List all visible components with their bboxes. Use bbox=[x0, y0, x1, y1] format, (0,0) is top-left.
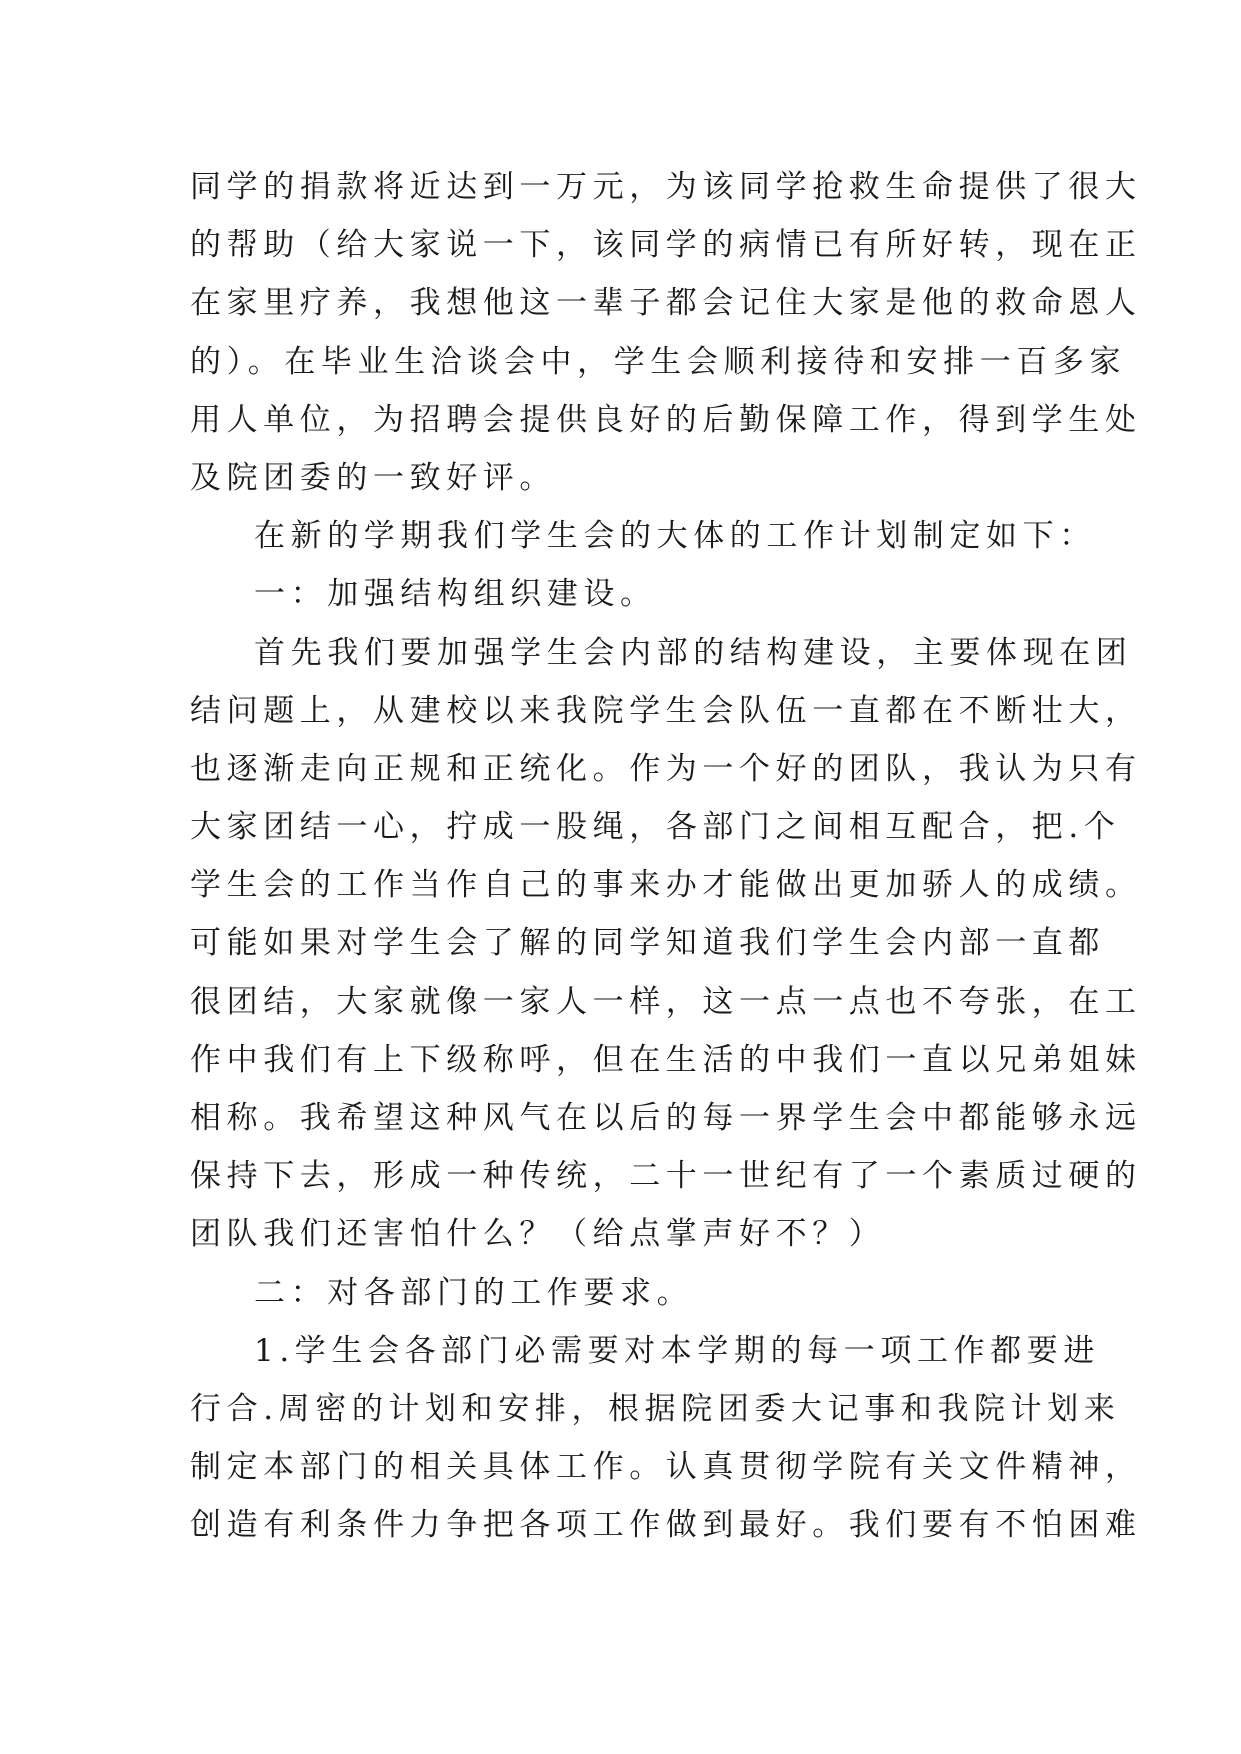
text-line: 结问题上，从建校以来我院学生会队伍一直都在不断壮大， bbox=[190, 692, 1142, 729]
text-line: 一：加强结构组织建设。 bbox=[254, 576, 657, 613]
text-line: 同学的捐款将近达到一万元，为该同学抢救生命提供了很大 bbox=[190, 169, 1142, 205]
body-text bbox=[190, 158, 1142, 1555]
text-line: 团队我们还害怕什么？（给点掌声好不？） bbox=[190, 1216, 886, 1253]
text-line: 1.学生会各部门必需要对本学期的每一项工作都要进 bbox=[254, 1332, 1100, 1369]
text-line: 在家里疗养，我想他这一辈子都会记住大家是他的救命恩人 bbox=[190, 285, 1142, 322]
text-line: 二：对各部门的工作要求。 bbox=[254, 1274, 694, 1311]
text-line: 在新的学期我们学生会的大体的工作计划制定如下： bbox=[254, 518, 1096, 555]
text-line: 及院团委的一致好评。 bbox=[190, 459, 556, 496]
text-line: 作中我们有上下级称呼，但在生活的中我们一直以兄弟姐妹 bbox=[190, 1041, 1142, 1078]
text-line: 的）。在毕业生洽谈会中，学生会顺利接待和安排一百多家 bbox=[190, 343, 1127, 380]
text-line: 学生会的工作当作自己的事来办才能做出更加骄人的成绩。 bbox=[190, 867, 1142, 904]
text-line: 首先我们要加强学生会内部的结构建设，主要体现在团 bbox=[254, 634, 1133, 671]
text-line: 相称。我希望这种风气在以后的每一界学生会中都能够永远 bbox=[190, 1100, 1142, 1136]
text-line: 用人单位，为招聘会提供良好的后勤保障工作，得到学生处 bbox=[190, 401, 1142, 438]
text-line: 行合.周密的计划和安排，根据院团委大记事和我院计划来 bbox=[190, 1390, 1121, 1427]
text-line: 也逐渐走向正规和正统化。作为一个好的团队，我认为只有 bbox=[190, 750, 1142, 787]
text-line: 的帮助（给大家说一下，该同学的病情已有所好转，现在正 bbox=[190, 227, 1142, 264]
text-line: 很团结，大家就像一家人一样，这一点一点也不夸张，在工 bbox=[190, 983, 1142, 1020]
text-line: 大家团结一心，拧成一股绳，各部门之间相互配合，把.个 bbox=[190, 809, 1121, 846]
text-line: 可能如果对学生会了解的同学知道我们学生会内部一直都 bbox=[190, 925, 1105, 962]
text-line: 创造有利条件力争把各项工作做到最好。我们要有不怕困难 bbox=[190, 1507, 1142, 1544]
text-line: 保持下去，形成一种传统，二十一世纪有了一个素质过硬的 bbox=[190, 1158, 1142, 1195]
text-line: 制定本部门的相关具体工作。认真贯彻学院有关文件精神， bbox=[190, 1449, 1142, 1486]
